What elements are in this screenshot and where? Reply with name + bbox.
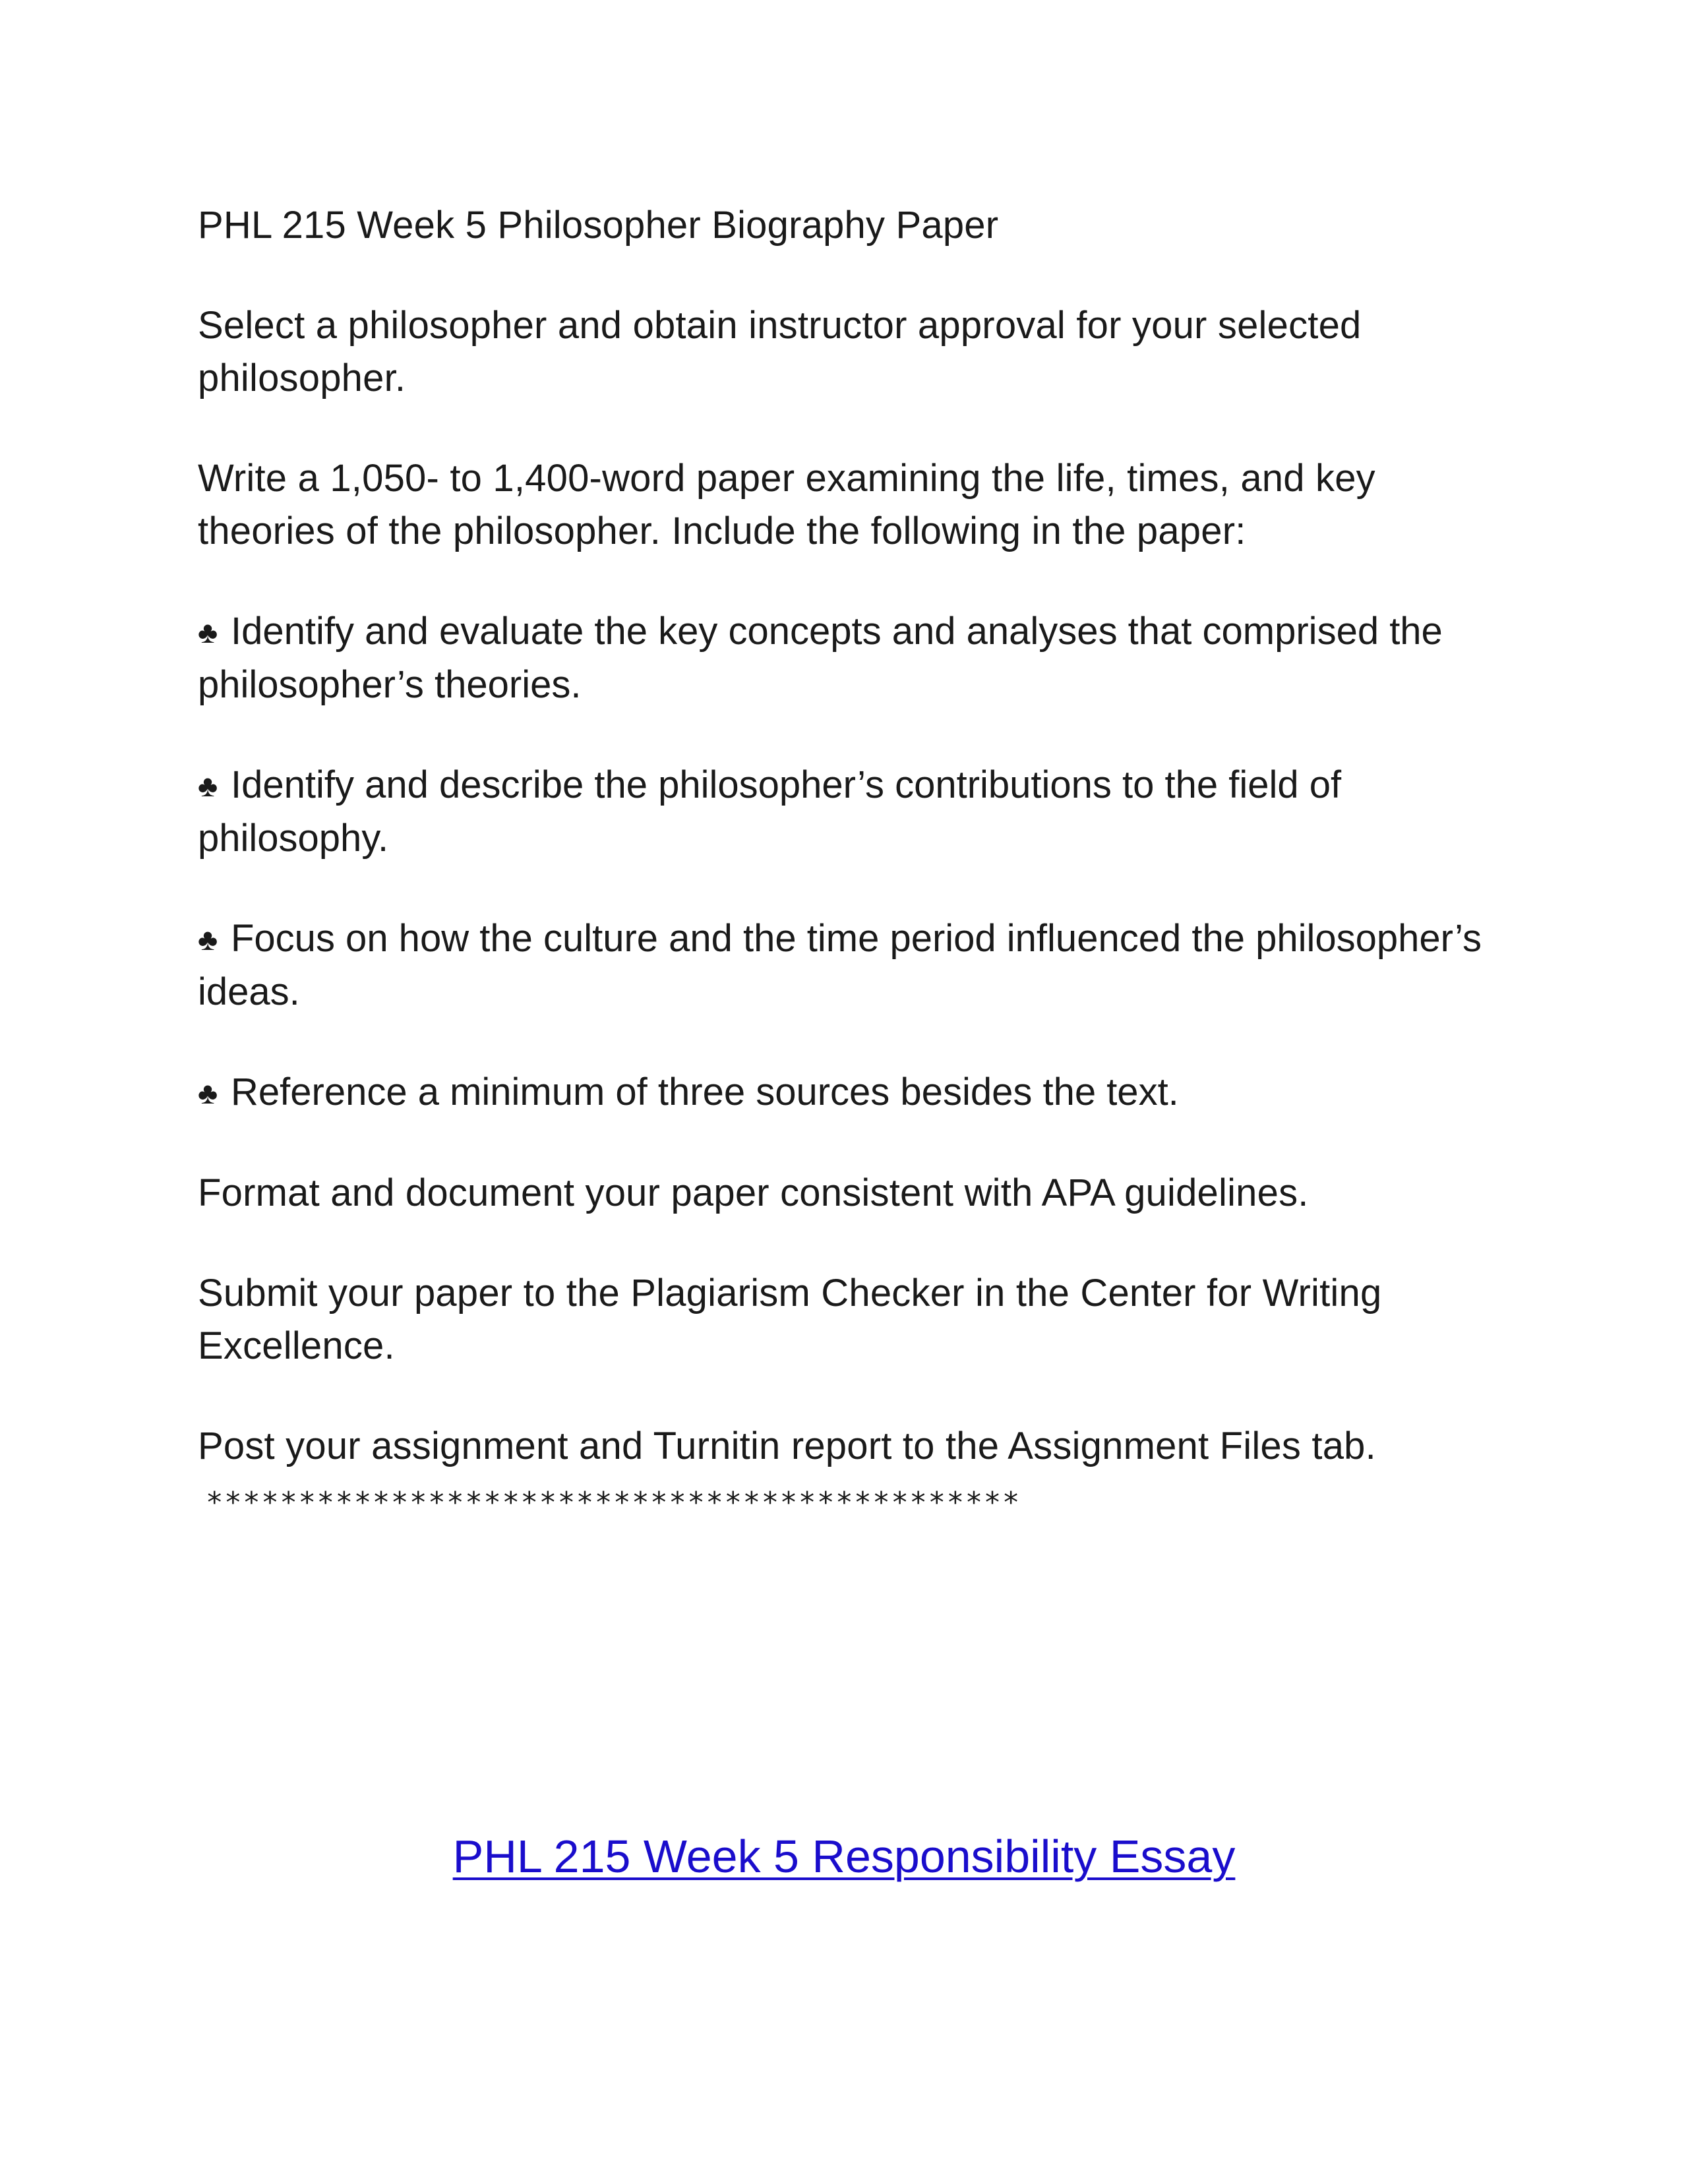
bullet-text: Identify and evaluate the key concepts and analyses that comprised the philosopher’s theories. [198,610,1443,706]
club-bullet-icon: ♣ [198,769,218,803]
bullet-item-key-concepts [198,605,1490,711]
bullet-text: Reference a minimum of three sources besides the text. [231,1071,1179,1113]
document-body [198,199,1490,1523]
document-title: PHL 215 Week 5 Philosopher Biography Paper [198,204,999,247]
bullet-item-contributions [198,759,1490,865]
paragraph-plagiarism-checker: Submit your paper to the Plagiarism Checker in the Center for Writing Excellence. [198,1272,1382,1367]
club-bullet-icon: ♣ [198,615,218,649]
bullet-text: Identify and describe the philosopher’s contributions to the field of philosophy. [198,763,1342,860]
paragraph-select-philosopher: Select a philosopher and obtain instructor approval for your selected philosopher. [198,304,1362,399]
link-container [0,1830,1688,1883]
club-bullet-icon: ♣ [198,1076,218,1110]
responsibility-essay-link[interactable]: PHL 215 Week 5 Responsibility Essay [452,1831,1236,1882]
bullet-text: Focus on how the culture and the time period influenced the philosopher’s ideas. [198,917,1482,1013]
paragraph-post-assignment: Post your assignment and Turnitin report to the Assignment Files tab. [198,1425,1376,1467]
paragraph-write-paper: Write a 1,050- to 1,400-word paper examining the life, times, and key theories of the philosopher. Include the following in the paper: [198,457,1375,552]
paragraph-apa-format: Format and document your paper consistent with APA guidelines. [198,1171,1309,1214]
asterisk-separator: ******************************************** [206,1486,1021,1520]
club-bullet-icon: ♣ [198,922,218,957]
bullet-item-sources [198,1066,1490,1119]
bullet-item-culture [198,912,1490,1018]
